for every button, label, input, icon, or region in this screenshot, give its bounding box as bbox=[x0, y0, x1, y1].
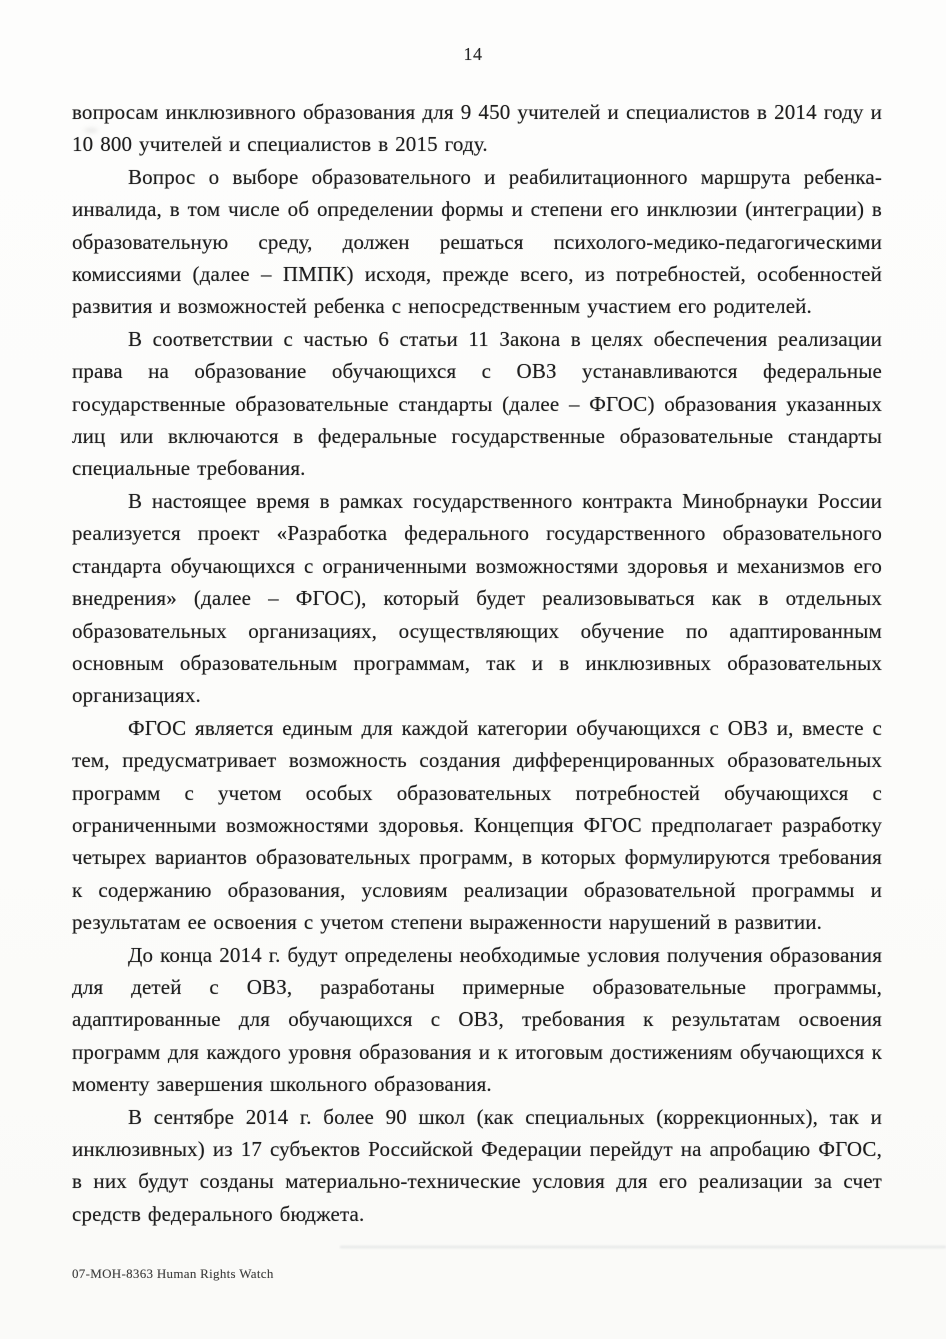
body-paragraph: вопросам инклюзивного образования для 9 450 учителей и специалистов в 2014 году и 10 800 учителей и специалистов в 2015 году. bbox=[72, 100, 882, 157]
body-paragraph: В настоящее время в рамках государственного контракта Минобрнауки России реализуется проект «Разработка федерального государственного образовательного стандарта обучающихся с ограниченными возможностями здоровья и механизмов его внедрения» (далее – ФГОС), который будет реализовываться как в отдельных образовательных организациях, осуществляющих обучение по адаптированным основным образовательным программам, так и в инклюзивных образовательных организациях. bbox=[72, 488, 882, 708]
body-paragraph: В соответствии с частью 6 статьи 11 Закона в целях обеспечения реализации права на образование обучающихся с ОВЗ устанавливаются федеральные государственные образовательные стандарты (далее – ФГОС) образования указанных лиц или включаются в федеральные государственные образовательные стандарты специальные требования. bbox=[72, 326, 882, 481]
scan-artifact-line bbox=[340, 1246, 946, 1248]
scan-smudge bbox=[84, 128, 98, 133]
body-paragraph: До конца 2014 г. будут определены необходимые условия получения образования для детей с ОВЗ, разработаны примерные образовательные программы, адаптированные для обучающихся с ОВЗ, требования к результатам освоения программ для каждого уровня образования и к итоговым достижениям обучающихся к моменту завершения школьного образования. bbox=[72, 942, 882, 1097]
bates-stamp: 07-MOH-8363 Human Rights Watch bbox=[72, 1266, 274, 1281]
scan-smudge bbox=[108, 204, 114, 209]
document-body bbox=[72, 96, 882, 1230]
body-paragraph: ФГОС является единым для каждой категории обучающихся с ОВЗ и, вместе с тем, предусматривает возможность создания дифференцированных образовательных программ с учетом особых образовательных потребностей обучающихся с ограниченными возможностями здоровья. Концепция ФГОС предполагает разработку четырех вариантов образовательных программ, в которых формулируются требования к содержанию образования, условиям реализации образовательной программы и результатам ее освоения с учетом степени выраженности нарушений в развитии. bbox=[72, 715, 882, 935]
body-paragraph: В сентябре 2014 г. более 90 школ (как специальных (коррекционных), так и инклюзивных) из 17 субъектов Российской Федерации перейдут на апробацию ФГОС, в них будут созданы материально-технические условия для его реализации за счет средств федерального бюджета. bbox=[72, 1104, 882, 1226]
body-paragraph: Вопрос о выборе образовательного и реабилитационного маршрута ребенка-инвалида, в том числе об определении формы и степени его инклюзии (интеграции) в образовательную среду, должен решаться психолого-медико-педагогическими комиссиями (далее – ПМПК) исходя, прежде всего, из потребностей, особенностей развития и возможностей ребенка с непосредственным участием его родителей. bbox=[72, 164, 882, 319]
page-number: 14 bbox=[463, 44, 483, 64]
